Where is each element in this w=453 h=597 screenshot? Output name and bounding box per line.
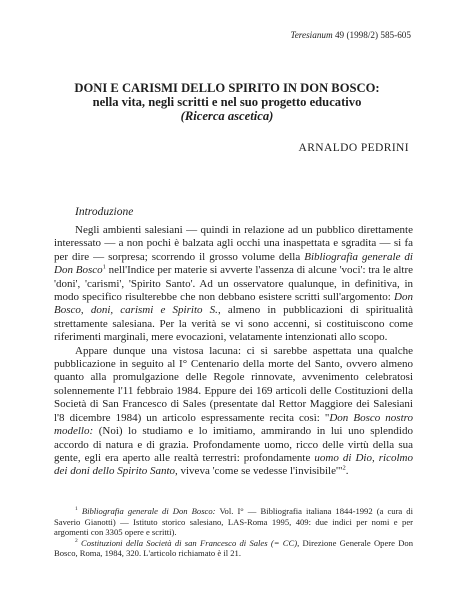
p1-text-c: , almeno in pubblicazioni di spiritualità strettamente salesiana. Per la verità se vi sono accenni, si costituiscono come riferimenti marginali, mere evocazioni, velatamente intenzionati allo scopo. bbox=[54, 304, 414, 344]
footnote-2-title: Costituzioni della Società di san Francesco di Sales (= CC), bbox=[81, 537, 300, 548]
p1-text-b: nell'Indice per materie si avverte l'assenza di alcune 'voci': tra le altre 'doni', 'carismi', 'Spirito Santo'. Ad un osservatore qualunque, in definitiva, in modo specifico risulterebbe che non debbano esistere scritti sull'argomento: bbox=[54, 264, 413, 304]
paragraph-2 bbox=[54, 345, 413, 479]
author-name: ARNALDO PEDRINI bbox=[298, 142, 409, 154]
journal-name: Teresianum bbox=[290, 30, 333, 40]
footnote-1-text: Vol. I° — Bibliografia italiana 1844-1992 (a cura di Saverio Gianotti) — Istituto storico salesiano, LAS-Roma 1995, 409: due indici per nomi e per argomenti con 3305 opere e scritti). bbox=[54, 506, 413, 538]
footnote-2-text: Direzione Generale Opere Don Bosco, Roma, 1984, 320. L'articolo richiamato è il 21. bbox=[54, 537, 413, 559]
p2-text-b: (Noi) lo studiamo e lo imitiamo, ammirando in lui uno splendido accordo di natura e di grazia. Profondamente uomo, ricco delle virtù della sua gente, egli era aperto alle realtà terrestri: profondamente bbox=[54, 425, 413, 464]
journal-citation bbox=[290, 29, 411, 41]
footnote-ref-1[interactable]: 1 bbox=[102, 263, 106, 271]
paragraph-1 bbox=[54, 224, 413, 345]
p1-italic-title: Bibliografia generale di Don Bosco bbox=[54, 250, 413, 277]
section-heading: Introduzione bbox=[75, 206, 134, 218]
p2-text-c: , viveva 'come se vedesse l'invisibile'" bbox=[175, 465, 343, 478]
p2-italic-quote: uomo di Dio, ricolmo dei doni dello Spirito Santo bbox=[54, 451, 413, 478]
p1-italic-topic: Don Bosco, doni, carismi e Spirito S. bbox=[54, 291, 413, 317]
title-line-2: nella vita, negli scritti e nel suo progetto educativo bbox=[92, 95, 362, 109]
p2-text-end: . bbox=[345, 465, 349, 478]
p1-text-a: Negli ambienti salesiani — quindi in relazione ad un pubblico direttamente interessato — a non pochi è balzata agli occhi una inaspettata e sgradita — si fa per dire — sorpresa; scorrendo il grosso volume della bbox=[54, 224, 413, 263]
footnote-2-marker: 2 bbox=[75, 537, 78, 544]
title-line-3: (Ricerca ascetica) bbox=[180, 109, 274, 123]
article-title bbox=[40, 81, 414, 123]
footnote-1-title: Bibliografia generale di Don Bosco: bbox=[81, 506, 216, 516]
footnote-1 bbox=[54, 506, 413, 538]
footnote-1-marker: 1 bbox=[75, 506, 78, 513]
p2-text-a: Appare dunque una vistosa lacuna: ci si sarebbe aspettata una qualche pubblicazione in seguito al I° Centenario della morte del Santo, ovvero almeno quanto alla promulgazione delle Regole rinnovate, avvenimento celebratosi solennemente l'11 febbraio 1984. Eppure dei 169 articoli delle Costituzioni della Società di San Francesco di Sales (presentate dal Rettor Maggiore dei Salesiani l'8 dicembre 1984) un articolo espressamente recita così: " bbox=[54, 344, 413, 424]
journal-volume: 49 (1998/2) 585-605 bbox=[334, 30, 411, 40]
p2-italic-model: Don Bosco nostro modello: bbox=[54, 411, 413, 438]
footnote-2 bbox=[54, 538, 413, 559]
footnotes bbox=[54, 506, 413, 559]
title-line-1: DONI E CARISMI DELLO SPIRITO IN DON BOSCO: bbox=[74, 81, 380, 95]
footnote-ref-2[interactable]: 2 bbox=[342, 464, 346, 472]
body-text bbox=[54, 224, 413, 479]
